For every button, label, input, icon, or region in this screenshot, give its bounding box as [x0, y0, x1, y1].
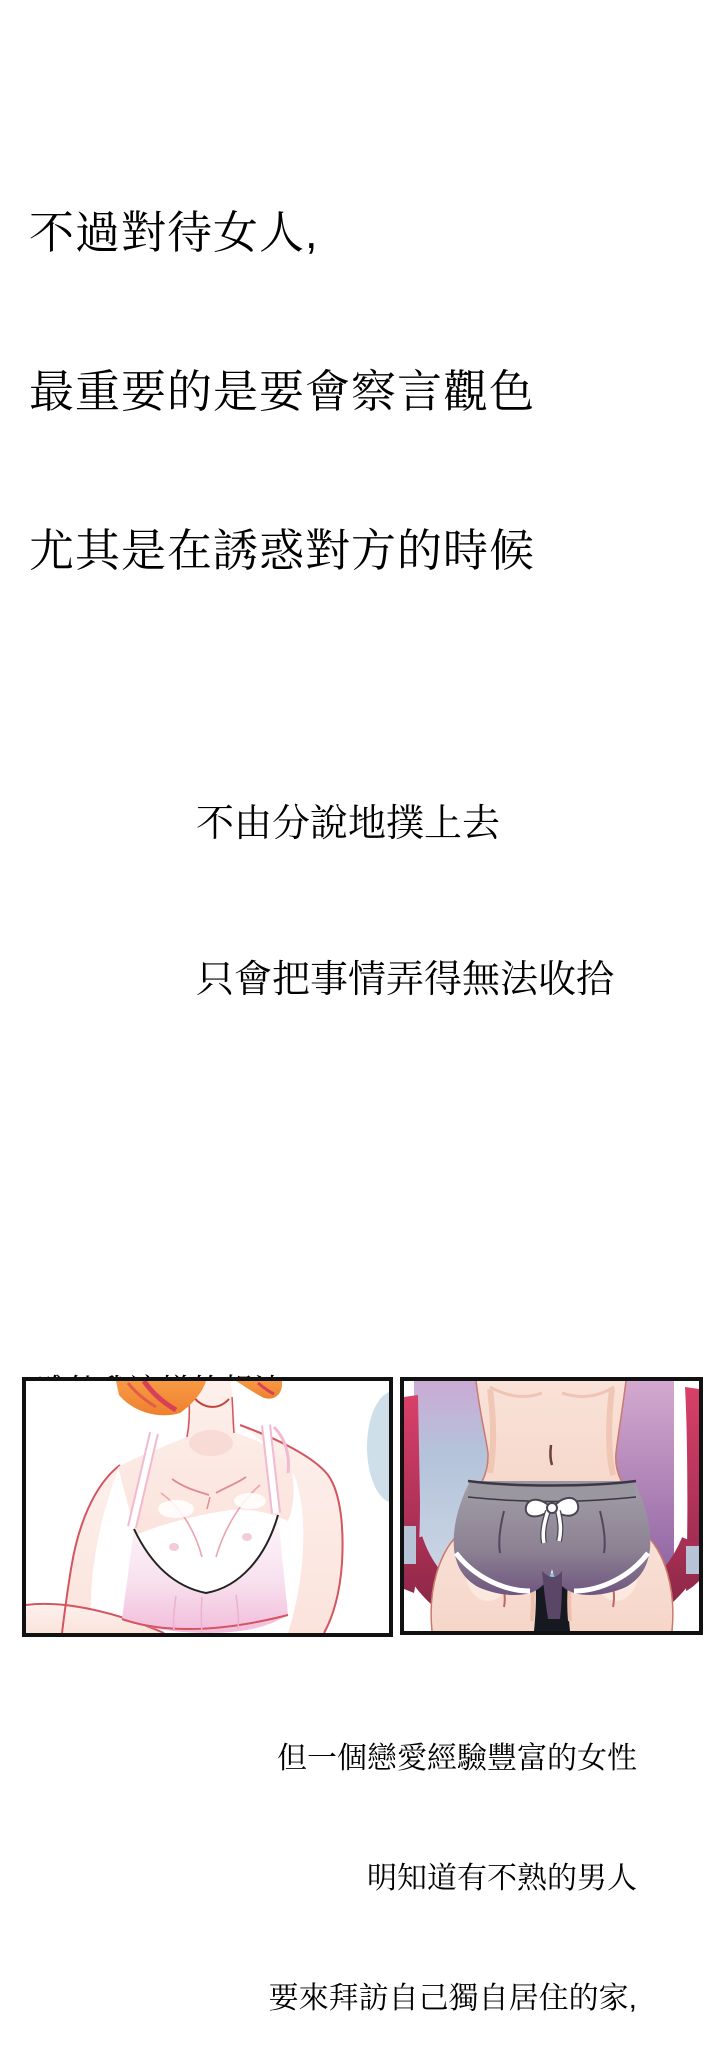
- narration-below-panels: [269, 1659, 637, 2059]
- narration-top-line-3: 尤其是在誘惑對方的時候: [29, 525, 536, 576]
- narration-below-line-2: 明知道有不熟的男人: [367, 1862, 637, 1895]
- seated-woman-shorts-illustration: [404, 1381, 699, 1631]
- camisole-woman-illustration: [26, 1381, 389, 1633]
- narration-top-line-2: 最重要的是要會察言觀色: [29, 366, 536, 417]
- comic-panel-left: [22, 1377, 393, 1637]
- narration-below-line-1: 但一個戀愛經驗豐富的女性: [277, 1742, 637, 1775]
- narration-top-line-1: 不過對待女人,: [29, 207, 319, 258]
- narration-middle-line-2: 只會把事情弄得無法收拾: [196, 959, 615, 1001]
- comic-panel-right: [400, 1377, 703, 1635]
- narration-middle-line-1: 不由分說地撲上去: [196, 803, 501, 845]
- narration-top: [29, 100, 535, 630]
- narration-below-line-3: 要來拜訪自己獨自居住的家,: [268, 1982, 637, 2015]
- narration-middle: [196, 694, 614, 1058]
